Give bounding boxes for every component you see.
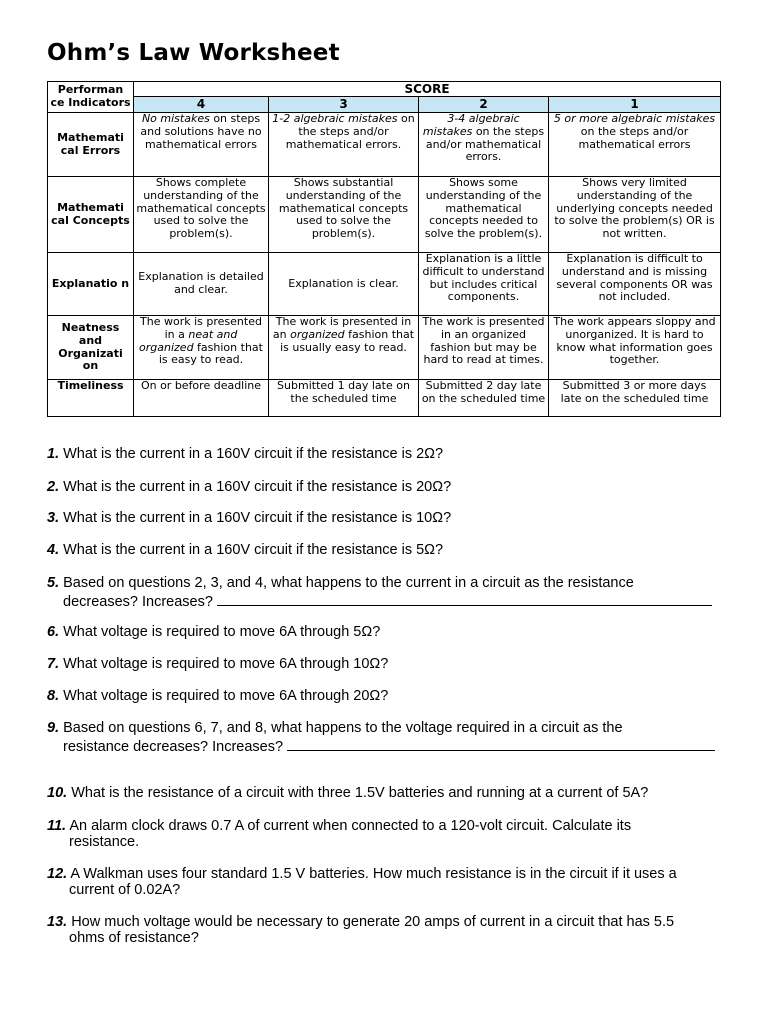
question-text: What is the current in a 160V circuit if the resistance is 10Ω?: [63, 510, 452, 526]
question-number: 6.: [47, 624, 60, 640]
question-1: [47, 446, 727, 462]
rubric-table: [47, 81, 721, 417]
question-number: 11.: [47, 818, 67, 834]
rubric-cell: 5 or more algebraic mistakes on the steps and/or mathematical errors: [549, 113, 721, 177]
question-text: What is the current in a 160V circuit if the resistance is 20Ω?: [63, 479, 452, 495]
question-text-continued: ohms of resistance?: [69, 930, 199, 946]
question-number: 3.: [47, 510, 60, 526]
question-text: What voltage is required to move 6A through 20Ω?: [63, 688, 389, 704]
rubric-cell: Shows very limited understanding of the underlying concepts needed to solve the problem(s) OR is not written.: [549, 177, 721, 253]
score-3-header: 3: [269, 97, 419, 113]
question-text: What is the current in a 160V circuit if the resistance is 2Ω?: [63, 446, 444, 462]
question-text: What voltage is required to move 6A through 10Ω?: [63, 656, 389, 672]
question-text-continued: current of 0.02A?: [69, 882, 181, 898]
rubric-cell: Shows complete understanding of the mathematical concepts used to solve the problem(s).: [134, 177, 269, 253]
question-text: What is the resistance of a circuit with three 1.5V batteries and running at a current of 5A?: [71, 785, 649, 801]
rubric-cell: The work is presented in an organized fashion but may be hard to read at times.: [419, 316, 549, 380]
rubric-cell: Explanation is difficult to understand and is missing several components OR was not included.: [549, 253, 721, 316]
rubric-row-mathematical-errors: [48, 113, 721, 177]
question-9: [47, 720, 727, 755]
rubric-cell: Explanation is clear.: [269, 253, 419, 316]
question-13: [47, 914, 727, 946]
rubric-row-timeliness: [48, 380, 721, 417]
question-2: [47, 479, 727, 495]
question-text-continued: resistance decreases? Increases?: [63, 739, 284, 755]
question-text: Based on questions 2, 3, and 4, what happens to the current in a circuit as the resistance: [63, 575, 634, 591]
question-number: 2.: [47, 479, 60, 495]
rubric-row-neatness: [48, 316, 721, 380]
question-number: 1.: [47, 446, 60, 462]
score-header: SCORE: [134, 82, 721, 97]
question-number: 10.: [47, 785, 68, 801]
question-number: 8.: [47, 688, 60, 704]
rubric-cell: The work appears sloppy and unorganized. It is hard to know what information goes together.: [549, 316, 721, 380]
page-title: Ohm’s Law Worksheet: [47, 40, 340, 66]
score-2-header: 2: [419, 97, 549, 113]
row-label: Mathemati cal Errors: [48, 113, 134, 177]
performance-indicators-header: Performan ce Indicators: [48, 82, 134, 113]
question-text: How much voltage would be necessary to generate 20 amps of current in a circuit that has 5.5: [71, 914, 675, 930]
question-3: [47, 510, 727, 526]
rubric-cell: Explanation is a little difficult to understand but includes critical components.: [419, 253, 549, 316]
rubric-cell: Submitted 3 or more days late on the scheduled time: [549, 380, 721, 417]
question-text: What is the current in a 160V circuit if the resistance is 5Ω?: [63, 542, 444, 558]
row-label: Neatness and Organizati on: [48, 316, 134, 380]
question-8: [47, 688, 727, 704]
question-number: 13.: [47, 914, 68, 930]
question-6: [47, 624, 727, 640]
rubric-cell: On or before deadline: [134, 380, 269, 417]
question-number: 7.: [47, 656, 60, 672]
question-11: [47, 818, 727, 850]
question-text: A Walkman uses four standard 1.5 V batteries. How much resistance is in the circuit if it uses a: [70, 866, 677, 882]
question-12: [47, 866, 727, 898]
question-10: [47, 785, 727, 801]
rubric-cell: No mistakes on steps and solutions have no mathematical errors: [134, 113, 269, 177]
question-5: [47, 575, 727, 610]
row-label: Timeliness: [48, 380, 134, 417]
rubric-cell: The work is presented in an organized fashion that is usually easy to read.: [269, 316, 419, 380]
question-number: 5.: [47, 575, 60, 591]
question-text: Based on questions 6, 7, and 8, what happens to the voltage required in a circuit as the: [63, 720, 623, 736]
rubric-cell: Shows some understanding of the mathematical concepts needed to solve the problem(s).: [419, 177, 549, 253]
score-1-header: 1: [549, 97, 721, 113]
rubric-cell: Shows substantial understanding of the mathematical concepts used to solve the problem(s).: [269, 177, 419, 253]
question-7: [47, 656, 727, 672]
question-text: An alarm clock draws 0.7 A of current when connected to a 120-volt circuit. Calculate its: [69, 818, 632, 834]
question-4: [47, 542, 727, 558]
rubric-row-explanation: [48, 253, 721, 316]
row-label: Mathemati cal Concepts: [48, 177, 134, 253]
rubric-cell: The work is presented in a neat and organized fashion that is easy to read.: [134, 316, 269, 380]
rubric-row-mathematical-concepts: [48, 177, 721, 253]
rubric-cell: Submitted 1 day late on the scheduled time: [269, 380, 419, 417]
rubric-cell: Explanation is detailed and clear.: [134, 253, 269, 316]
question-text-continued: decreases? Increases?: [63, 594, 213, 610]
answer-blank[interactable]: [217, 591, 712, 606]
question-text-continued: resistance.: [69, 834, 140, 850]
question-number: 4.: [47, 542, 60, 558]
question-number: 12.: [47, 866, 68, 882]
rubric-cell: 1-2 algebraic mistakes on the steps and/or mathematical errors.: [269, 113, 419, 177]
score-4-header: 4: [134, 97, 269, 113]
answer-blank[interactable]: [287, 736, 715, 751]
question-text: What voltage is required to move 6A through 5Ω?: [63, 624, 381, 640]
rubric-cell: 3-4 algebraic mistakes on the steps and/or mathematical errors.: [419, 113, 549, 177]
row-label: Explanatio n: [48, 253, 134, 316]
rubric-cell: Submitted 2 day late on the scheduled time: [419, 380, 549, 417]
question-number: 9.: [47, 720, 60, 736]
